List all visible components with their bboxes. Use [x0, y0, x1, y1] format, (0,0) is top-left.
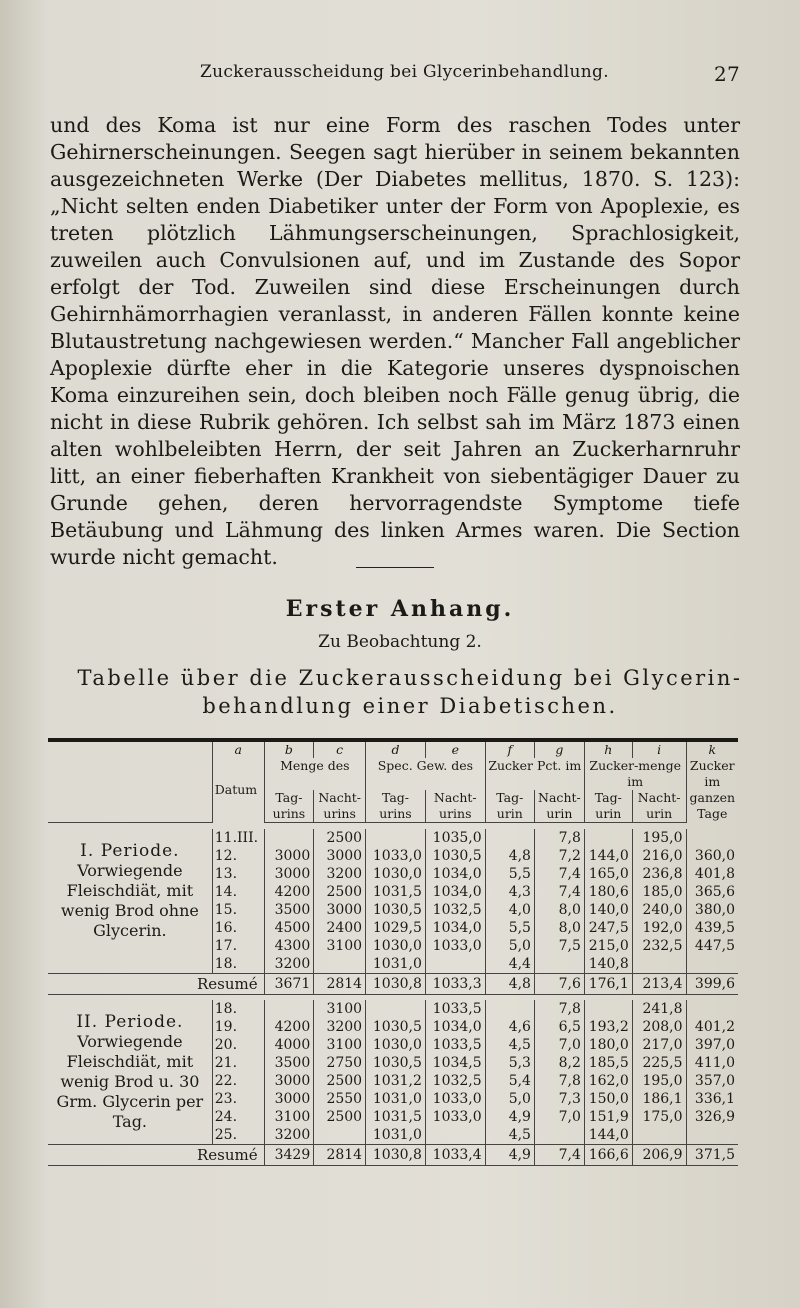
date-cell: 24.	[212, 1108, 264, 1126]
value-cell: 5,5	[485, 919, 534, 937]
value-cell: 1031,5	[366, 1108, 426, 1126]
value-cell	[264, 1000, 314, 1018]
column-letter: c	[314, 742, 366, 758]
value-cell: 4,8	[485, 847, 534, 865]
header-blank-cell	[48, 790, 212, 823]
value-cell: 3000	[264, 1072, 314, 1090]
value-cell: 1033,5	[425, 1000, 485, 1018]
sub-header: Nacht-urins	[425, 790, 485, 823]
resume-value: 4,8	[485, 973, 534, 994]
resume-value: 399,6	[686, 973, 738, 994]
column-letter: a	[212, 742, 264, 758]
value-cell: 3500	[264, 901, 314, 919]
value-cell: 3200	[314, 1018, 366, 1036]
date-cell: 12.	[212, 847, 264, 865]
value-cell: 7,4	[534, 865, 584, 883]
value-cell	[485, 829, 534, 847]
value-cell: 2500	[314, 1072, 366, 1090]
value-cell: 336,1	[686, 1090, 738, 1108]
value-cell: 3000	[264, 1090, 314, 1108]
value-cell: 215,0	[584, 937, 632, 955]
resume-row	[48, 973, 738, 994]
value-cell	[632, 955, 686, 974]
resume-value: 1033,3	[425, 973, 485, 994]
value-cell: 2500	[314, 1108, 366, 1126]
group-header-zucker-ganzen: Zucker im ganzen Tage	[686, 758, 738, 823]
resume-value: 3671	[264, 973, 314, 994]
resume-value: 3429	[264, 1145, 314, 1166]
value-cell: 3000	[264, 847, 314, 865]
value-cell: 357,0	[686, 1072, 738, 1090]
value-cell	[534, 1126, 584, 1145]
value-cell: 1031,0	[366, 955, 426, 974]
value-cell: 1031,5	[366, 883, 426, 901]
date-cell: 20.	[212, 1036, 264, 1054]
appendix-title: Erster Anhang.	[285, 596, 515, 622]
group-header-zuckermenge: Zucker-menge im	[584, 758, 686, 790]
value-cell: 195,0	[632, 1072, 686, 1090]
value-cell: 3500	[264, 1054, 314, 1072]
resume-value: 4,9	[485, 1145, 534, 1166]
value-cell: 3200	[264, 955, 314, 974]
value-cell: 241,8	[632, 1000, 686, 1018]
value-cell: 247,5	[584, 919, 632, 937]
value-cell	[366, 1000, 426, 1018]
value-cell: 1034,0	[425, 865, 485, 883]
column-letter: h	[584, 742, 632, 758]
value-cell: 3200	[264, 1126, 314, 1145]
value-cell	[584, 829, 632, 847]
page-number: 27	[713, 62, 740, 86]
group-header-spec: Spec. Gew. des	[366, 758, 486, 790]
date-cell: 18.	[212, 955, 264, 974]
resume-value: 1030,8	[366, 1145, 426, 1166]
value-cell: 140,8	[584, 955, 632, 974]
value-cell: 6,5	[534, 1018, 584, 1036]
value-cell: 1032,5	[425, 901, 485, 919]
value-cell: 5,0	[485, 1090, 534, 1108]
value-cell: 162,0	[584, 1072, 632, 1090]
value-cell	[425, 1126, 485, 1145]
date-cell: 11.III.	[212, 829, 264, 847]
value-cell	[264, 829, 314, 847]
date-cell: 14.	[212, 883, 264, 901]
value-cell: 5,0	[485, 937, 534, 955]
value-cell: 225,5	[632, 1054, 686, 1072]
date-cell: 21.	[212, 1054, 264, 1072]
value-cell: 3000	[314, 901, 366, 919]
value-cell: 1034,5	[425, 1054, 485, 1072]
value-cell: 2750	[314, 1054, 366, 1072]
value-cell: 208,0	[632, 1018, 686, 1036]
value-cell: 4200	[264, 883, 314, 901]
value-cell: 165,0	[584, 865, 632, 883]
value-cell: 8,0	[534, 901, 584, 919]
value-cell: 401,2	[686, 1018, 738, 1036]
value-cell: 217,0	[632, 1036, 686, 1054]
value-cell: 3100	[314, 937, 366, 955]
date-cell: 19.	[212, 1018, 264, 1036]
value-cell: 1033,0	[425, 1090, 485, 1108]
value-cell: 150,0	[584, 1090, 632, 1108]
sub-header: Tag-urin	[584, 790, 632, 823]
resume-value: 7,4	[534, 1145, 584, 1166]
value-cell: 1033,0	[366, 847, 426, 865]
resume-value: 206,9	[632, 1145, 686, 1166]
value-cell: 3000	[264, 865, 314, 883]
period-description: Vorwiegende Fleischdiät, mit wenig Brod ohne Glycerin.	[60, 860, 199, 940]
value-cell: 3200	[314, 865, 366, 883]
resume-value: 176,1	[584, 973, 632, 994]
running-title: Zuckerausscheidung bei Glycerinbehandlung.	[200, 62, 609, 82]
value-cell	[485, 1000, 534, 1018]
value-cell: 1034,0	[425, 919, 485, 937]
column-letter: b	[264, 742, 314, 758]
value-cell	[632, 1126, 686, 1145]
sub-header: Tag-urins	[366, 790, 426, 823]
value-cell	[534, 955, 584, 974]
resume-value: 371,5	[686, 1145, 738, 1166]
value-cell: 1030,5	[366, 1018, 426, 1036]
value-cell: 240,0	[632, 901, 686, 919]
value-cell: 4,5	[485, 1036, 534, 1054]
value-cell: 2550	[314, 1090, 366, 1108]
value-cell: 7,8	[534, 829, 584, 847]
value-cell: 326,9	[686, 1108, 738, 1126]
value-cell: 1030,0	[366, 865, 426, 883]
value-cell: 411,0	[686, 1054, 738, 1072]
value-cell: 144,0	[584, 847, 632, 865]
sub-header: Tag-urin	[485, 790, 534, 823]
value-cell: 7,0	[534, 1108, 584, 1126]
value-cell: 7,2	[534, 847, 584, 865]
value-cell	[584, 1000, 632, 1018]
value-cell: 144,0	[584, 1126, 632, 1145]
value-cell: 7,4	[534, 883, 584, 901]
value-cell: 1030,5	[425, 847, 485, 865]
sub-header: Tag-urins	[264, 790, 314, 823]
sub-header: Nacht-urin	[632, 790, 686, 823]
period-description: Vorwiegende Fleischdiät, mit wenig Brod u. 30 Grm. Glycerin per Tag.	[56, 1032, 204, 1131]
value-cell: 1035,0	[425, 829, 485, 847]
value-cell: 4,3	[485, 883, 534, 901]
data-table-container	[48, 738, 738, 1166]
resume-label: Resumé	[48, 973, 264, 994]
value-cell: 175,0	[632, 1108, 686, 1126]
sub-header: Nacht-urins	[314, 790, 366, 823]
value-cell: 1034,0	[425, 1018, 485, 1036]
table-caption-line2: behandlung einer Diabetischen.	[202, 694, 618, 718]
value-cell: 3100	[314, 1000, 366, 1018]
value-cell: 4,9	[485, 1108, 534, 1126]
value-cell: 7,5	[534, 937, 584, 955]
value-cell: 397,0	[686, 1036, 738, 1054]
table-row	[48, 829, 738, 847]
value-cell	[686, 955, 738, 974]
value-cell: 1033,5	[425, 1036, 485, 1054]
value-cell	[314, 955, 366, 974]
table-caption	[70, 664, 750, 720]
value-cell: 180,0	[584, 1036, 632, 1054]
value-cell: 360,0	[686, 847, 738, 865]
value-cell: 1030,5	[366, 901, 426, 919]
value-cell: 1030,5	[366, 1054, 426, 1072]
value-cell: 5,3	[485, 1054, 534, 1072]
resume-row	[48, 1145, 738, 1166]
value-cell: 185,5	[584, 1054, 632, 1072]
period-label-cell	[48, 829, 212, 974]
period-name: I. Periode.	[80, 840, 180, 861]
resume-value: 213,4	[632, 973, 686, 994]
value-cell: 365,6	[686, 883, 738, 901]
resume-value: 1033,4	[425, 1145, 485, 1166]
value-cell	[686, 829, 738, 847]
value-cell: 401,8	[686, 865, 738, 883]
table-row	[48, 1000, 738, 1018]
column-letter: g	[534, 742, 584, 758]
header-blank-cell	[48, 758, 212, 790]
running-head	[200, 62, 740, 86]
value-cell: 140,0	[584, 901, 632, 919]
table-body	[48, 823, 738, 1166]
resume-value: 1030,8	[366, 973, 426, 994]
column-letter: e	[425, 742, 485, 758]
value-cell: 3100	[264, 1108, 314, 1126]
value-cell	[686, 1000, 738, 1018]
body-paragraph	[50, 112, 740, 571]
paragraph-text: und des Koma ist nur eine Form des raschen Todes unter Gehirnerscheinungen. Seegen sagt hierüber in seinem bekannten ausgezeichneten Werke (Der Diabetes mellitus, 1870. S. 123): „Nicht selten enden Diabetiker unter der Form von Apoplexie, es treten plötzlich Lähmungserscheinungen, Sprachlosigkeit, zuweilen auch Convulsionen auf, und im Zustande des Sopor erfolgt der Tod. Zuweilen sind diese Erscheinungen durch Gehirnhämorrhagien veranlasst, in anderen Fällen konnte keine Blutaustretung nachgewiesen werden.“ Mancher Fall angeblicher Apoplexie dürfte eher in die Kategorie unseres dyspnoischen Koma einzureihen sein, doch bleiben noch Fälle genug übrig, die nicht in diese Rubrik gehören. Ich selbst sah im März 1873 einen alten wohlbeleibten Herrn, der seit Jahren an Zuckerharnruhr litt, an einer fieberhaften Krankheit von siebentägiger Dauer zu Grunde gehen, deren hervorragendste Symptome tiefe Betäubung und Lähmung des linken Armes waren. Die Section wurde nicht gemacht.	[50, 113, 740, 569]
value-cell: 380,0	[686, 901, 738, 919]
value-cell: 439,5	[686, 919, 738, 937]
header-group-row	[48, 758, 738, 790]
value-cell	[686, 1126, 738, 1145]
value-cell: 236,8	[632, 865, 686, 883]
value-cell: 1031,2	[366, 1072, 426, 1090]
value-cell: 1034,0	[425, 883, 485, 901]
date-cell: 15.	[212, 901, 264, 919]
sugar-excretion-table	[48, 742, 738, 1166]
value-cell: 3100	[314, 1036, 366, 1054]
value-cell: 7,8	[534, 1072, 584, 1090]
resume-value: 2814	[314, 1145, 366, 1166]
value-cell: 1029,5	[366, 919, 426, 937]
header-letters-row	[48, 742, 738, 758]
value-cell: 1031,0	[366, 1126, 426, 1145]
resume-value: 2814	[314, 973, 366, 994]
value-cell: 4,0	[485, 901, 534, 919]
value-cell: 185,0	[632, 883, 686, 901]
header-blank-cell	[48, 742, 212, 758]
header-sub-row	[48, 790, 738, 823]
column-letter: k	[686, 742, 738, 758]
group-header-zucker_pct: Zucker Pct. im	[485, 758, 584, 790]
value-cell: 193,2	[584, 1018, 632, 1036]
value-cell: 1031,0	[366, 1090, 426, 1108]
value-cell: 232,5	[632, 937, 686, 955]
value-cell: 216,0	[632, 847, 686, 865]
value-cell	[314, 1126, 366, 1145]
sub-header: Nacht-urin	[534, 790, 584, 823]
date-cell: 22.	[212, 1072, 264, 1090]
value-cell: 7,0	[534, 1036, 584, 1054]
value-cell: 5,5	[485, 865, 534, 883]
value-cell: 192,0	[632, 919, 686, 937]
group-header-menge: Menge des	[264, 758, 365, 790]
date-cell: 17.	[212, 937, 264, 955]
value-cell: 1032,5	[425, 1072, 485, 1090]
date-cell: 16.	[212, 919, 264, 937]
value-cell: 1033,0	[425, 1108, 485, 1126]
date-cell: 25.	[212, 1126, 264, 1145]
value-cell: 2400	[314, 919, 366, 937]
column-letter: f	[485, 742, 534, 758]
value-cell: 2500	[314, 829, 366, 847]
value-cell: 8,2	[534, 1054, 584, 1072]
value-cell: 1030,0	[366, 1036, 426, 1054]
value-cell: 186,1	[632, 1090, 686, 1108]
column-letter: i	[632, 742, 686, 758]
resume-value: 166,6	[584, 1145, 632, 1166]
value-cell: 180,6	[584, 883, 632, 901]
value-cell: 7,3	[534, 1090, 584, 1108]
date-cell: 13.	[212, 865, 264, 883]
value-cell: 4500	[264, 919, 314, 937]
value-cell: 4200	[264, 1018, 314, 1036]
value-cell: 3000	[314, 847, 366, 865]
value-cell: 1030,0	[366, 937, 426, 955]
value-cell: 8,0	[534, 919, 584, 937]
table-caption-line1: Tabelle über die Zuckerausscheidung bei Glycerin-	[77, 666, 743, 690]
value-cell: 5,4	[485, 1072, 534, 1090]
date-cell: 18.	[212, 1000, 264, 1018]
value-cell: 151,9	[584, 1108, 632, 1126]
value-cell: 4,4	[485, 955, 534, 974]
value-cell: 447,5	[686, 937, 738, 955]
value-cell: 4,6	[485, 1018, 534, 1036]
column-letter: d	[366, 742, 426, 758]
value-cell: 7,8	[534, 1000, 584, 1018]
period-label-cell	[48, 1000, 212, 1145]
value-cell: 1033,0	[425, 937, 485, 955]
resume-value: 7,6	[534, 973, 584, 994]
value-cell	[366, 829, 426, 847]
value-cell: 195,0	[632, 829, 686, 847]
value-cell	[425, 955, 485, 974]
value-cell: 4300	[264, 937, 314, 955]
datum-header: Datum	[212, 758, 264, 823]
value-cell: 4,5	[485, 1126, 534, 1145]
resume-label: Resumé	[48, 1145, 264, 1166]
value-cell: 4000	[264, 1036, 314, 1054]
table-header	[48, 742, 738, 823]
section-divider	[356, 567, 434, 568]
date-cell: 23.	[212, 1090, 264, 1108]
appendix-subtitle: Zu Beobachtung 2.	[318, 632, 482, 652]
value-cell: 2500	[314, 883, 366, 901]
period-name: II. Periode.	[76, 1012, 184, 1032]
